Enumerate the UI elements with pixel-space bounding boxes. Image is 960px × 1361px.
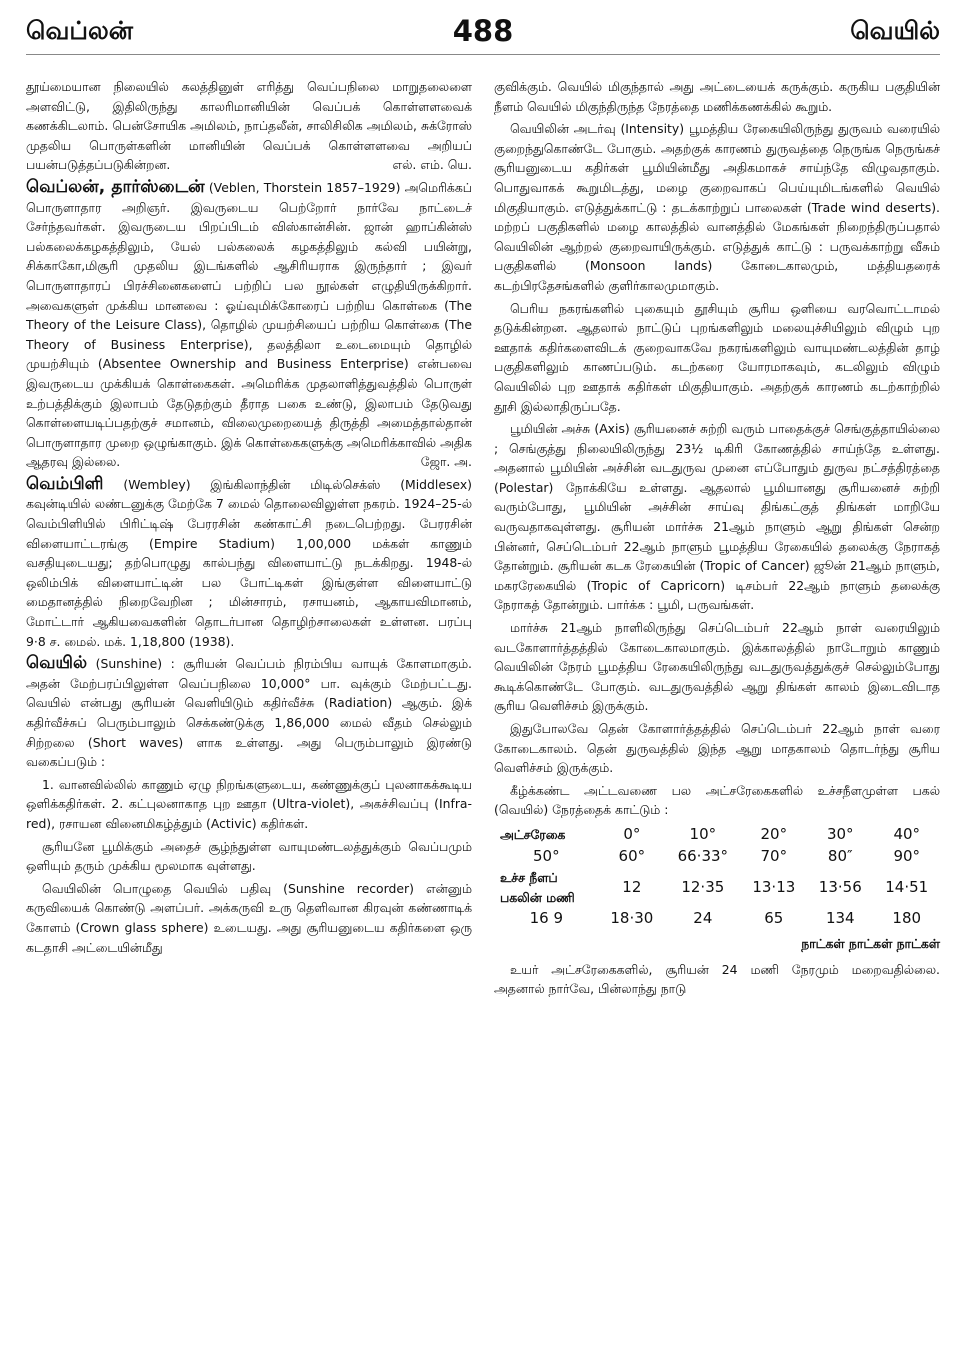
- paragraph-text: தூய்மையான நிலையில் கலத்தினுள் எரித்து வெப்பநிலை மாறுதலைளை அளவிட்டு, இதிலிருந்து காலரிமானியின் வெப்பக் கொள்ளளவைக் கணக்கிடலாம். பென்சோயிக அமிலம், நாப்தலீன், சாலிசிலிக அமிலம், சுக்ரோஸ் முதலிய பொருள்களின் மானியின் வெப்பக் கொள்ளளவை அறியப் பயன்படுத்தப்படுகின்றன.: [26, 79, 472, 173]
- table-row: [494, 867, 940, 908]
- table-cell: 14·51: [885, 877, 929, 896]
- author-initials: ஜோ. அ.: [420, 454, 472, 470]
- paragraph: கீழ்க்கண்ட அட்டவணை பல அட்சரேகைகளில் உச்சநீளமுள்ள பகல் (வெயில்) நேரத்தைக் காட்டும் :: [494, 782, 940, 818]
- table-cell: 24: [693, 909, 713, 928]
- page-number: 488: [452, 14, 514, 48]
- table-cell: 40°: [893, 824, 921, 843]
- entry-headword: வெயில்: [26, 653, 88, 674]
- entry-wembley: [26, 475, 472, 651]
- table-row: [494, 908, 940, 930]
- table-cell: 90°: [893, 846, 921, 865]
- paragraph: [26, 77, 472, 175]
- table-cell: 30°: [826, 824, 854, 843]
- author-initials: எல். எம். யெ.: [392, 157, 472, 173]
- table-cell: 13·13: [752, 877, 796, 896]
- entry-text: (Wembley) இங்கிலாந்தின் மிடில்செக்ஸ் (Middlesex) கவுன்டியில் லண்டனுக்கு மேற்கே 7 மைல் தொலைவிலுள்ள நகரம். 1924–25-ல் வெம்பிளியில் பிரிட்டிஷ் பேரரசின் கண்காட்சி நடைபெற்றது. பேரரசின் விளையாட்டரங்கு (Empire Stadium) 1,00,000 மக்கள் காணும் வசதியுடையது; தற்பொழுது கால்பந்து விளையாட்டு நடக்கிறது. 1948-ல் ஒலிம்பிக் விளையாட்டின் பல போட்டிகள் இங்குள்ள விளையாட்டு மைதானத்தில் நிறைவேறின ; மின்சாரம், ரசாயனம், ஆகாயவிமானம், மோட்டார் ஆகியவைகளின் தொடர்பான தொழிற்சாலைகள் உள்ளன. பரப்பு 9·8 ச. மைல். மக். 1,18,800 (1938).: [26, 476, 472, 649]
- table-cell: 0°: [623, 824, 641, 843]
- table-row-label-line: உச்ச நீளப்: [500, 870, 558, 886]
- paragraph: இதுபோலவே தென் கோளார்த்தத்தில் செப்டெம்பர் 22ஆம் நாள் வரை கோடைகாலம். தென் துருவத்தில் இந்த ஆறு மாதகாலம் தொடர்ந்து சூரிய வெளிச்சம் இருக்கும்.: [494, 721, 940, 776]
- header-left-guide-word: வெப்லன்: [26, 16, 133, 45]
- table-cell: 10°: [689, 824, 717, 843]
- table-cell: 60°: [618, 846, 646, 865]
- table-cell: 65: [764, 909, 784, 928]
- paragraph: சூரியனே பூமிக்கும் அதைச் சூழ்ந்துள்ள வாயுமண்டலத்துக்கும் வெப்பமும் ஒளியும் தரும் முக்கிய மூலமாக வுள்ளது.: [26, 838, 472, 874]
- entry-text: (Veblen, Thorstein 1857–1929) அமெரிக்கப் பொருளாதார அறிஞர். இவருடைய பெற்றோர் நார்வே நாட்டைச் சேர்ந்தவர்கள். இவருடைய பிறப்பிடம் விஸ்கான்சின். ஜான் ஹாப்கின்ஸ் பல்கலைக்கழகத்திலும், யேல் பல்கலைக் கழகத்திலும் கல்வி பயின்று, சிக்காகோ,மிசூரி முதலிய இடங்களில் ஆசிரியராக இருந்தார் ; இவர் பொருளாதாரப் பிரச்சினைகளைப் பற்றிப் பல நூல்கள் எழுதியிருக்கிறார். அவைகளுள் முக்கிய மானவை : ஓய்வுமிக்கோரைப் பற்றிய கொள்கை (The Theory of the Leisure Class), தொழில் முயற்சியைப் பற்றிய கொள்கை (The Theory of Business Enterprise), தலத்திலா உடைமையும் தொழில் முயற்சியும் (Absentee Ownership and Business Enterprise) என்பவை இவருடைய முக்கியக் கொள்கைகள். அமெரிக்க முதலாளித்துவத்தில் பொருள் உற்பத்திக்கும் இலாபம் தேடுதற்கும் தீராத பகை உண்டு, இலாபம் தேடுவது கொள்ளையடிப்பதற்குச் சமானம், விலைமுறையைத் திருத்தி அமைத்தால்தான் பொருளாதார முறை ஒழுங்காகும். இக் கொள்கைகளுக்கு அமெரிக்காவில் அதிக ஆதரவு இல்லை.: [26, 179, 472, 470]
- table-row: [494, 824, 940, 846]
- paragraph: வெயிலின் பொழுதை வெயில் பதிவு (Sunshine recorder) என்னும் கருவியைக் கொண்டு அளப்பர். அக்கருவி உரு தெளிவான கிரவுன் கண்ணாடிக் கோளம் (Crown glass sphere) உடையது. அது சூரியனுடைய கதிர்களை ஒரு கடதாசி அட்டையின்மீது: [26, 880, 472, 955]
- paragraph: மார்ச்சு 21ஆம் நாளிலிருந்து செப்டெம்பர் 22ஆம் நாள் வரையிலும் வடகோளார்த்தத்தில் கோடைகாலமாகும். இக்காலத்தில் நாடோறும் காணும் வெயிலின் நேரம் பூமத்திய ரேகையிலிருந்து வடதுருவத்துக்குச் செல்லும்போது கூடிக்கொண்டே போகும். வடதுருவத்தில் ஆறு திங்கள் காலம் இடைவிடாத சூரிய வெளிச்சம் இருக்கும்.: [494, 620, 940, 714]
- paragraph: உயர் அட்சரேகைகளில், சூரியன் 24 மணி நேரமும் மறைவதில்லை. அதனால் நார்வே, பின்லாந்து நாடு: [494, 961, 940, 997]
- table-cell: 70°: [760, 846, 788, 865]
- table-cell: 12: [622, 877, 642, 896]
- table-cell: 20°: [760, 824, 788, 843]
- paragraph: வெயிலின் அடர்வு (Intensity) பூமத்திய ரேகையிலிருந்து துருவம் வரையில் குறைந்துகொண்டே போகும். அதற்குக் காரணம் துருவத்தை நெருங்க நெருங்கச் சூரியனுடைய கதிர்கள் பூமியின்மீது அதிகமாகச் சாய்ந்தே விழுவதாகும். பொதுவாகக் கூறுமிடத்து, மழை குறைவாகப் பெய்யுமிடங்களில் வெயில் மிகுதியாகும். எடுத்துக்காட்டு : தடக்காற்றுப் பாலைகள் (Trade wind deserts). மற்றப் பகுதிகளில் மழை காலத்தில் வானத்தில் மேகங்கள் நிறைந்திருப்பதால் வெயிலின் ஆற்றல் குறைவாயிருக்கும். எடுத்துக் காட்டு : பருவக்காற்று வீசும் பகுதிகளில் (Monsoon lands) கோடைகாலமும், மத்தியதரைக் கடற்பிரதேசங்களில் குளிர்காலமுமாகும்.: [494, 121, 940, 293]
- sunshine-hours-table: [494, 824, 940, 930]
- two-column-body: [26, 77, 940, 1002]
- table-row-label-line: பகலின் மணி: [500, 889, 575, 905]
- paragraph: 1. வானவில்லில் காணும் ஏழு நிறங்களுடைய, கண்ணுக்குப் புலனாகக்கூடிய ஒளிக்கதிர்கள். 2. கட்புலனாகாத புற ஊதா (Ultra-violet), அகச்சிவப்பு (Infra-red), ரசாயன வினைமிகழ்த்தும் (Activic) கதிர்கள்.: [26, 776, 472, 831]
- table-row-label: அட்சரேகை: [500, 826, 566, 842]
- entry-headword: வெப்லன், தார்ஸ்டைன்: [26, 176, 205, 197]
- page-header: [26, 14, 940, 55]
- left-column: [26, 77, 472, 1002]
- table-cell: 180: [892, 909, 922, 928]
- table-cell: 80″: [827, 846, 853, 865]
- table-row-label: [494, 867, 599, 908]
- paragraph: பெரிய நகரங்களில் புகையும் தூசியும் சூரிய ஒளியை வரவொட்டாமல் தடுக்கின்றன. ஆதலால் நாட்டுப் புறங்களிலும் மலையுச்சியிலும் விழும் புற ஊதாக் கதிர்களைவிடக் குறைவாகவே நகரங்களிலும் வாயுமண்டலத்தின் தாழ் பகுதிகளிலும் காணப்படும். கடற்கரை யோரமாகவும், கடலிலும் விழும் வெயிலில் புற ஊதாக் கதிர்கள் மிகுதியாகும். அதற்குக் காரணம் கடற்காற்றில் தூசி இல்லாதிருப்பதே.: [494, 300, 940, 414]
- header-right-guide-word: வெயில்: [850, 16, 940, 45]
- table-cell: 50°: [533, 846, 560, 865]
- entry-headword: வெம்பிளி: [26, 473, 104, 494]
- entry-veblen: [26, 178, 472, 472]
- table-cell: 66·33°: [677, 846, 729, 865]
- table-cell: 13·56: [818, 877, 862, 896]
- entry-sunshine: [26, 654, 472, 772]
- table-row: [494, 846, 940, 868]
- paragraph: குவிக்கும். வெயில் மிகுந்தால் அது அட்டையைக் கருக்கும். கருகிய பகுதியின் நீளம் வெயில் மிகுந்திருந்த நேரத்தை மணிக்கணக்கில் கூறும்.: [494, 79, 940, 114]
- table-cell: 12·35: [681, 877, 725, 896]
- table-cell: 18·30: [610, 909, 654, 928]
- table-cell: 134: [825, 909, 855, 928]
- entry-text: (Sunshine) : சூரியன் வெப்பம் நிரம்பிய வாயுக் கோளமாகும். அதன் மேற்பரப்பிலுள்ள வெப்பநிலை 10,000° பா. வுக்கும் மேற்பட்டது. வெயில் என்பது சூரியன் வெளியிடும் கதிர்வீச்சு (Radiation) ஆகும். இக் கதிர்வீச்சுப் பெரும்பாலும் செக்கண்டுக்கு 1,86,000 மைல் வீதம் செல்லும் சிற்றலை (Short waves) ளாக உள்ளது. அது பெரும்பாலும் இரண்டு வகைப்படும் :: [26, 656, 472, 770]
- table-units-note: நாட்கள் நாட்கள் நாட்கள்: [801, 935, 940, 951]
- right-column: [494, 77, 940, 1002]
- table-cell: 16 9: [529, 909, 563, 928]
- paragraph: பூமியின் அச்சு (Axis) சூரியனைச் சுற்றி வரும் பாதைக்குச் செங்குத்தாயில்லை ; செங்குத்து நிலையிலிருந்து 23½ டிகிரி கோணத்தில் சாய்ந்தே உள்ளது. அதனால் பூமியின் அச்சின் வடதுருவ முனை எப்போதும் துருவ நட்சத்திரத்தை (Polestar) நோக்கியே உள்ளது. ஆதலால் பூமியானது சூரியனைச் சுற்றி வரும்போது, பூமியின் அச்சின் சாய்வு திங்கட்குத் திங்கள் மாறியே வருவதாகவுள்ளது. சூரியன் மார்ச்சு 21ஆம் நாளும் ஆறு திங்கள் சென்ற பின்னர், செப்டெம்பர் 22ஆம் நாளும் பூமத்திய ரேகையில் தலைக்கு நேராகத் தோன்றும். சூரியன் கடக ரேகையின் (Tropic of Cancer) ஜூன் 21ஆம் நாளும், மகரரேகையில் (Tropic of Capricorn) டிசம்பர் 22ஆம் நாளும் தலைக்கு நேராகத் தோன்றும். பார்க்க : பூமி, பருவங்கள்.: [494, 421, 940, 613]
